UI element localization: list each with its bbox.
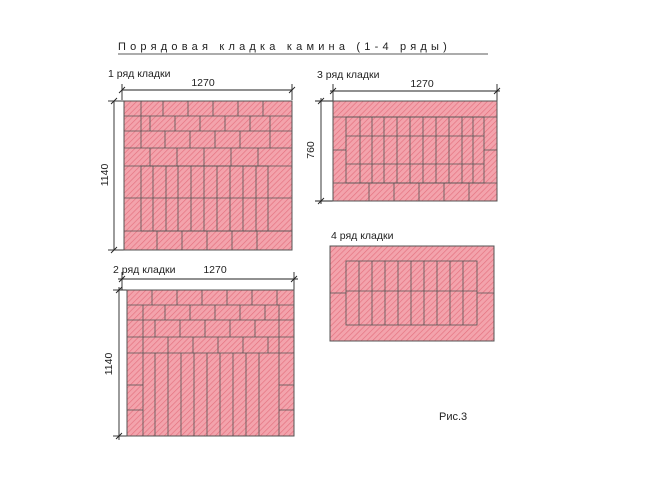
- row-2-brick-area: [127, 290, 294, 436]
- row-1-width-dimension: [119, 77, 295, 100]
- row-3-width-dimension: [330, 78, 500, 101]
- row-2-height-dimension: [103, 287, 127, 440]
- row-4-label: 4 ряд кладки: [331, 230, 394, 242]
- row-2-plan: [103, 264, 298, 440]
- row-3-brick-area: [333, 101, 497, 201]
- row-3-height-label: 760: [305, 141, 317, 159]
- row-2-height-label: 1140: [103, 352, 115, 376]
- row-3-height-dimension: [305, 98, 333, 204]
- row-3-label: 3 ряд кладки: [317, 69, 380, 81]
- row-3-width-label: 1270: [410, 78, 434, 90]
- row-2-label: 2 ряд кладки: [113, 264, 176, 276]
- figure-label: Рис.3: [439, 411, 468, 423]
- row-1-brick-area: [124, 101, 292, 250]
- row-4-brick-area: [330, 246, 494, 341]
- row-1-plan: [99, 68, 295, 253]
- row-1-height-dimension: [99, 98, 124, 253]
- row-4-plan: [330, 230, 494, 341]
- row-3-plan: [305, 69, 500, 204]
- row-2-width-label: 1270: [203, 264, 227, 276]
- row-1-height-label: 1140: [99, 163, 111, 187]
- row-1-label: 1 ряд кладки: [108, 68, 171, 80]
- row-1-width-label: 1270: [191, 77, 215, 89]
- diagram-title: Порядовая кладка камина (1-4 ряды): [118, 41, 451, 53]
